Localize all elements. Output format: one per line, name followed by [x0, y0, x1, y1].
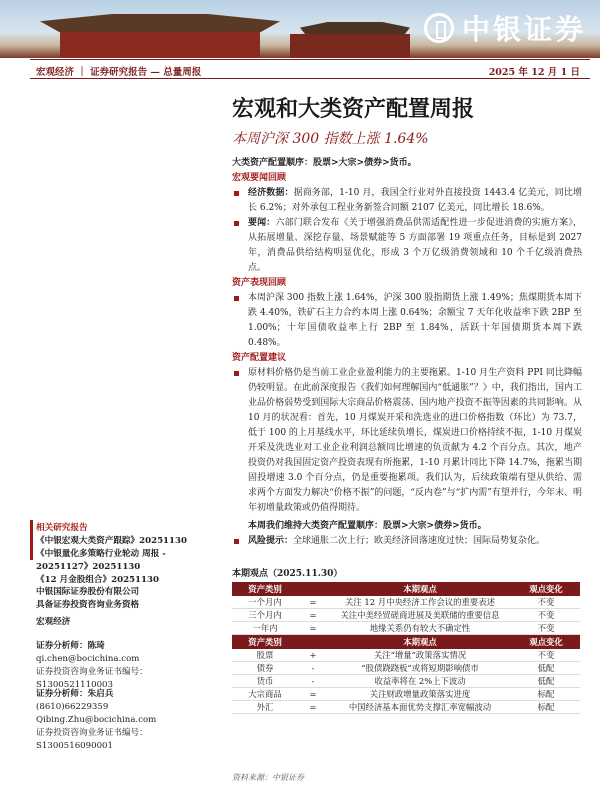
col-header: 本期观点: [328, 582, 512, 596]
table-row: 外汇 = 中国经济基本面优势支撑汇率宽幅波动 标配: [232, 701, 580, 714]
analyst-cert: 证券投资咨询业务证书编号：S1300516090001: [36, 728, 148, 751]
section-title-macro: 宏观要闻回顾: [232, 173, 287, 183]
analyst-1: [36, 640, 206, 692]
risk-warning: 风险提示：全球通胀二次上行；欧美经济回落速度过快；国际局势复杂化。: [232, 534, 582, 549]
analyst-phone: (8610)66229359: [36, 702, 109, 712]
org-info: [36, 586, 206, 629]
source-note: 资料来源：中银证券: [232, 773, 304, 782]
related-title: 相关研究报告: [36, 523, 88, 533]
related-item[interactable]: 《中银量化多策略行业轮动 周报 - 20251127》20251130: [36, 549, 166, 572]
divider: [30, 59, 590, 60]
table-row: 一年内 = 地缘关系仍有较大不确定性 不变: [232, 622, 580, 635]
sidebar-accent-bar: [30, 520, 33, 560]
analyst-name: 证券分析师：陈琦: [36, 641, 105, 651]
org-license: 具备证券投资咨询业务资格: [36, 600, 140, 610]
table-title: 本期观点（2025.11.30）: [232, 569, 343, 579]
col-header: [298, 582, 328, 596]
org-name: 中银国际证券股份有限公司: [36, 587, 140, 597]
report-date: 2025 年 12 月 1 日: [488, 67, 580, 78]
boc-logo-icon: [424, 13, 454, 43]
header-banner: [0, 0, 600, 58]
field-label: 宏观经济: [36, 617, 71, 627]
col-header: 观点变化: [512, 582, 580, 596]
related-item[interactable]: 《中银宏观大类资产跟踪》20251130: [36, 536, 187, 546]
allocation-order: 大类资产配置顺序：股票>大宗>债券>货币。: [232, 158, 417, 168]
views-table: [232, 582, 580, 714]
section-title-allocation: 资产配置建议: [232, 353, 287, 363]
table-row: 一个月内 = 关注 12 月中央经济工作会议的重要表述 不变: [232, 596, 580, 609]
related-item[interactable]: 《12 月金股组合》20251130: [36, 575, 159, 585]
col-header: 资产类别: [232, 582, 298, 596]
allocation-order-repeat: 本周我们维持大类资产配置顺序：股票>大宗>债券>货币。: [248, 521, 487, 531]
report-subtitle: 本周沪深 300 指数上涨 1.64%: [232, 131, 429, 147]
table-row: 股票 + 关注“增量”政策落实情况 不变: [232, 649, 580, 662]
palace-wall-decoration: [60, 32, 260, 58]
report-category: 宏观经济 ｜ 证券研究报告 — 总量周报: [36, 67, 202, 78]
table-row: 大宗商品 = 关注财政增量政策落实进度 标配: [232, 688, 580, 701]
logo-text: 中银证券: [461, 13, 586, 46]
section-title-asset: 资产表现回顾: [232, 278, 287, 288]
related-reports: [36, 522, 206, 587]
main-content: [232, 156, 582, 549]
table-row: 三个月内 = 关注中美经贸磋商进展及美联储的重要信息 不变: [232, 609, 580, 622]
divider: [30, 78, 590, 79]
boc-logo: [424, 8, 586, 48]
table-subheader-row: 资产类别 本期观点 观点变化: [232, 635, 580, 650]
analyst-email[interactable]: qi.chen@bocichina.com: [36, 654, 140, 664]
asset-performance: 本周沪深 300 指数上涨 1.64%，沪深 300 股指期货上涨 1.49%；焦煤期货本周下跌 4.40%，铁矿石主力合约本周上涨 0.64%；余额宝 7 天年化收益率下跌 2BP 至 1.00%；十年国债收益率上行 2BP 至 1.84%，活跃十年国债期货本周下跌 0.48%。: [232, 291, 582, 351]
report-title: 宏观和大类资产配置周报: [232, 96, 475, 122]
analyst-2: [36, 688, 206, 753]
analyst-name: 证券分析师：朱启兵: [36, 689, 114, 699]
table-row: 货币 - 收益率将在 2%上下波动 低配: [232, 675, 580, 688]
palace-wall-decoration-2: [290, 34, 410, 58]
macro-item: 经济数据：据商务部，1-10 月，我国全行业对外直接投资 1443.4 亿美元，同比增长 6.2%；对外承包工程业务新签合同额 2107 亿美元，同比增长 18.6%。: [232, 186, 582, 216]
macro-item: 要闻：六部门联合发布《关于增强消费品供需适配性进一步促进消费的实施方案》，从拓展增量、深挖存量、场景赋能等 5 方面部署 19 项重点任务，目标是到 2027 年，消费品供给结构明显优化，形成 3 个万亿级消费领域和 10 个千亿级消费热点。: [232, 216, 582, 276]
analyst-email[interactable]: Qibing.Zhu@bocichina.com: [36, 715, 157, 725]
palace-roof-decoration: [40, 14, 280, 32]
allocation-advice: 原材料价格仍是当前工业企业盈利能力的主要拖累。1-10 月生产资料 PPI 同比降幅仍较明显。在此前深度报告《我们如何理解国内“低通胀”？》中，我们指出，国内工业品价格弱势受到国际大宗商品价格震荡、国内地产投资不振等因素的共同影响。从 10 月的状况看：首先，10 月煤炭开采和洗选业的进口价格指数（环比）为 73.7，低于 100 的上月基线水平，环比延续负增长，煤炭进口价格持续不振，1-10 月煤炭开采及洗选业对工业企业利润总额同比增速的负贡献为 4.2 个百分点。其次，地产投资仍对我国固定资产投资表现有所拖累，1-10 月累计同比下降 14.7%，拖累当期固投增速 3.0 个百分点，仍是重要拖累项。我们认为，后续政策端有望从供给、需求两个方面发力解决“价格不振”的问题，“反内卷”与“扩内需”有望并行，今年末、明年初增量政策或仍值得期待。: [232, 366, 582, 516]
table-header-row: [232, 582, 580, 596]
analyst-cert: 证券投资咨询业务证书编号：S1300521110003: [36, 667, 148, 690]
table-row: 债券 - “股债跷跷板”或将短期影响债市 低配: [232, 662, 580, 675]
